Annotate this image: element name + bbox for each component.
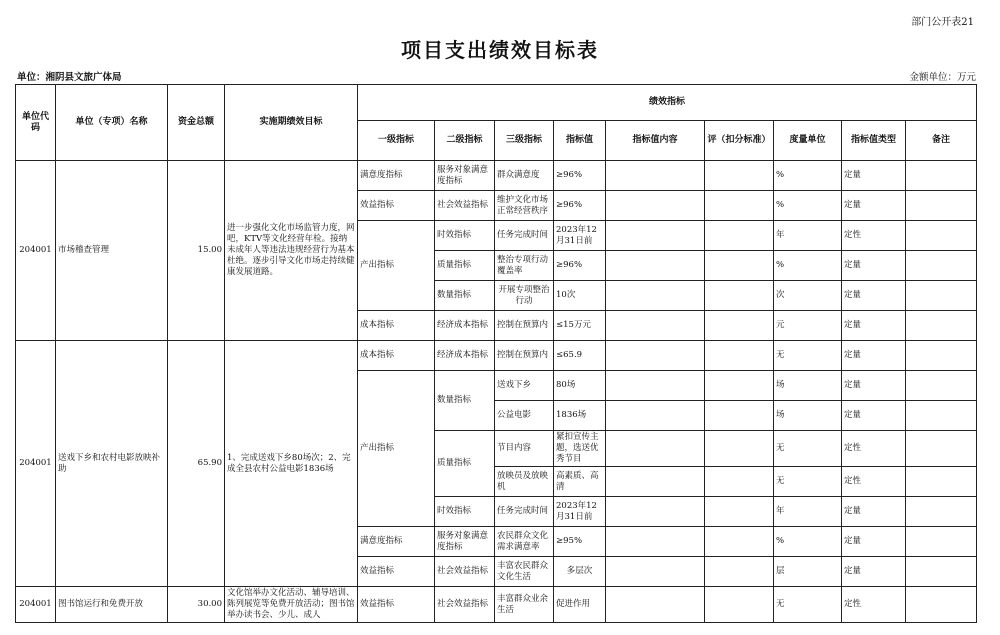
type-cell: 定量 [842,371,906,401]
table-row [16,587,977,623]
remark-cell [906,311,977,341]
value-cell: 1836场 [554,401,606,431]
level1-cell: 效益指标 [358,191,435,221]
unit-code-cell: 204001 [16,587,56,623]
unit-code-cell: 204001 [16,341,56,587]
level2-cell: 数量指标 [435,371,495,431]
level3-cell: 农民群众文化需求满意率 [495,527,554,557]
measure-cell: 场 [774,401,842,431]
eval-cell [705,341,774,371]
measure-cell: % [774,527,842,557]
header-lvl1: 一级指标 [358,121,435,161]
level3-cell: 节目内容 [495,431,554,467]
project-name-cell: 市场稽查管理 [56,161,168,341]
content-cell [606,401,705,431]
eval-cell [705,527,774,557]
table-row [16,341,977,371]
measure-cell: % [774,161,842,191]
project-name-cell: 图书馆运行和免费开放 [56,587,168,623]
value-cell: 促进作用 [554,587,606,623]
value-cell: 80场 [554,371,606,401]
content-cell [606,371,705,401]
measure-cell: 层 [774,557,842,587]
type-cell: 定性 [842,467,906,497]
amount-cell: 30.00 [168,587,225,623]
goal-cell: 进一步强化文化市场监管力度，网吧，KTV等文化经营年检。接纳未成年人等违法违规经营行为基本杜绝。逐步引导文化市场走持续健康发展道路。 [225,161,358,341]
level3-cell: 控制在预算内 [495,341,554,371]
header-lvl2: 二级指标 [435,121,495,161]
eval-cell [705,371,774,401]
value-cell: ≥96% [554,251,606,281]
value-cell: 高素质、高清 [554,467,606,497]
level1-cell: 满意度指标 [358,161,435,191]
type-cell: 定量 [842,191,906,221]
level2-cell: 社会效益指标 [435,587,495,623]
remark-cell [906,161,977,191]
header-funds: 资金总额 [168,85,225,161]
level3-cell: 送戏下乡 [495,371,554,401]
type-cell: 定量 [842,557,906,587]
goal-cell: 文化馆举办文化活动、辅导培训、陈列展览等免费开放活动；图书馆举办读书会、少儿、成人 [225,587,358,623]
level1-cell: 产出指标 [358,221,435,311]
level3-cell: 放映员及放映机 [495,467,554,497]
remark-cell [906,401,977,431]
unit-code-cell: 204001 [16,161,56,341]
unit-label: 单位：湘阴县文旅广体局 [17,72,122,83]
level1-cell: 满意度指标 [358,527,435,557]
level3-cell: 维护文化市场正常经营秩序 [495,191,554,221]
header-name: 单位（专项）名称 [56,85,168,161]
remark-cell [906,557,977,587]
level2-cell: 质量指标 [435,251,495,281]
eval-cell [705,281,774,311]
level2-cell: 社会效益指标 [435,557,495,587]
level2-cell: 服务对象满意度指标 [435,161,495,191]
type-cell: 定量 [842,161,906,191]
eval-cell [705,431,774,467]
eval-cell [705,497,774,527]
level3-cell: 公益电影 [495,401,554,431]
content-cell [606,557,705,587]
measure-cell: 次 [774,281,842,311]
content-cell [606,311,705,341]
measure-cell: 无 [774,587,842,623]
level3-cell: 控制在预算内 [495,311,554,341]
header-goal: 实施期绩效目标 [225,85,358,161]
level1-cell: 产出指标 [358,371,435,527]
content-cell [606,281,705,311]
value-cell: 10次 [554,281,606,311]
level3-cell: 开展专项整治行动 [495,281,554,311]
level2-cell: 数量指标 [435,281,495,311]
eval-cell [705,161,774,191]
measure-cell: 无 [774,431,842,467]
remark-cell [906,467,977,497]
measure-cell: 元 [774,311,842,341]
level2-cell: 经济成本指标 [435,341,495,371]
eval-cell [705,587,774,623]
header-eval: 评（扣分标准） [705,121,774,161]
money-unit-label: 金额单位：万元 [909,72,976,83]
type-cell: 定量 [842,311,906,341]
level2-cell: 服务对象满意度指标 [435,527,495,557]
type-cell: 定量 [842,341,906,371]
value-cell: ≥96% [554,161,606,191]
type-cell: 定性 [842,221,906,251]
eval-cell [705,221,774,251]
measure-cell: 场 [774,371,842,401]
measure-cell: % [774,251,842,281]
content-cell [606,191,705,221]
remark-cell [906,281,977,311]
content-cell [606,497,705,527]
eval-cell [705,401,774,431]
value-cell: ≥95% [554,527,606,557]
amount-cell: 65.90 [168,341,225,587]
level1-cell: 效益指标 [358,587,435,623]
type-cell: 定量 [842,281,906,311]
header-type: 指标值类型 [842,121,906,161]
eval-cell [705,557,774,587]
type-cell: 定性 [842,431,906,467]
value-cell: 2023年12月31日前 [554,221,606,251]
level2-cell: 时效指标 [435,221,495,251]
remark-cell [906,341,977,371]
content-cell [606,587,705,623]
table-number: 部门公开表21 [911,17,974,28]
content-cell [606,341,705,371]
content-cell [606,431,705,467]
header-perf: 绩效指标 [358,85,977,121]
type-cell: 定性 [842,587,906,623]
content-cell [606,467,705,497]
remark-cell [906,587,977,623]
level1-cell: 效益指标 [358,557,435,587]
level3-cell: 任务完成时间 [495,221,554,251]
eval-cell [705,191,774,221]
level1-cell: 成本指标 [358,311,435,341]
value-cell: 2023年12月31日前 [554,497,606,527]
value-cell: ≥96% [554,191,606,221]
value-cell: 多层次 [554,557,606,587]
goal-cell: 1、完成送戏下乡80场次；2、完成全县农村公益电影1836场 [225,341,358,587]
content-cell [606,251,705,281]
header-value: 指标值 [554,121,606,161]
remark-cell [906,431,977,467]
remark-cell [906,221,977,251]
header-content: 指标值内容 [606,121,705,161]
remark-cell [906,497,977,527]
eval-cell [705,251,774,281]
value-cell: ≤65.9 [554,341,606,371]
project-name-cell: 送戏下乡和农村电影放映补助 [56,341,168,587]
header-unit-code: 单位代码 [16,85,56,161]
type-cell: 定量 [842,527,906,557]
header-remark: 备注 [906,121,977,161]
type-cell: 定量 [842,251,906,281]
content-cell [606,161,705,191]
remark-cell [906,371,977,401]
table-row [16,161,977,191]
measure-cell: 年 [774,221,842,251]
measure-cell: 无 [774,341,842,371]
level1-cell: 成本指标 [358,341,435,371]
level3-cell: 整治专项行动覆盖率 [495,251,554,281]
type-cell: 定量 [842,497,906,527]
eval-cell [705,467,774,497]
eval-cell [705,311,774,341]
measure-cell: 无 [774,467,842,497]
remark-cell [906,527,977,557]
level3-cell: 群众满意度 [495,161,554,191]
remark-cell [906,251,977,281]
measure-cell: 年 [774,497,842,527]
level3-cell: 丰富农民群众文化生活 [495,557,554,587]
level3-cell: 任务完成时间 [495,497,554,527]
header-measure: 度量单位 [774,121,842,161]
value-cell: ≤15万元 [554,311,606,341]
remark-cell [906,191,977,221]
content-cell [606,527,705,557]
performance-table [15,84,977,623]
content-cell [606,221,705,251]
level2-cell: 质量指标 [435,431,495,497]
level2-cell: 经济成本指标 [435,311,495,341]
level2-cell: 社会效益指标 [435,191,495,221]
value-cell: 紧扣宣传主题，选送优秀节目 [554,431,606,467]
page-title: 项目支出绩效目标表 [401,38,599,62]
amount-cell: 15.00 [168,161,225,341]
header-lvl3: 三级指标 [495,121,554,161]
measure-cell: % [774,191,842,221]
type-cell: 定量 [842,401,906,431]
level3-cell: 丰富群众业余生活 [495,587,554,623]
level2-cell: 时效指标 [435,497,495,527]
